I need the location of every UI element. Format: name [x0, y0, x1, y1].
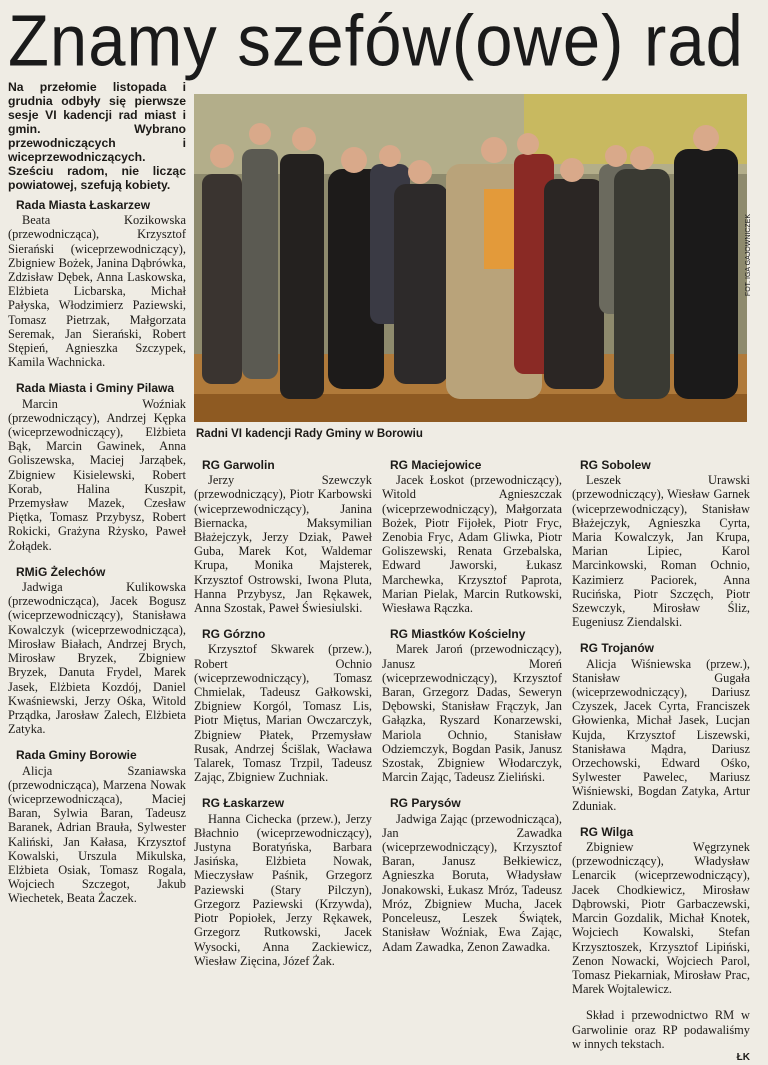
photo-caption: Radni VI kadencji Rady Gminy w Borowiu [196, 428, 423, 440]
section-title: RG Wilga [580, 824, 634, 839]
section-text: Beata Kozikowska (przewodnicząca), Krzysztof Sierański (wiceprzewodniczący), Zbigniew Bożek, Janina Dąbrówka, Zdzisław Dębek, Anna Laskowska, Elżbieta Licbarska, Michał Pałyska, Włodzimierz Paziewski, Tomasz Pietrzak, Małgorzata Seremak, Jan Sierański, Robert Stępień, Agnieszka Szczypek, Kamila Wachnicka. [8, 213, 186, 370]
section-title: RG Miastków Kościelny [390, 627, 526, 642]
section-text: Krzysztof Skwarek (przew.), Robert Ochnio (wiceprzewodniczący), Tomasz Chmielak, Tadeusz Gałkowski, Zbigniew Korgól, Tomasz Lis, Piotr Miętus, Marian Owczarczyk, Zbigniew Płatek, Przemysław Rusak, Andrzej Ścišlak, Wacława Talarek, Tomasz Trzpil, Tadeusz Zając, Zbigniew Zuchniak. [194, 642, 372, 785]
section-title: Rada Gminy Borowie [16, 748, 137, 763]
section-title: RMiG Żelechów [16, 564, 106, 579]
column-2 [194, 458, 372, 980]
group-photo-illustration [194, 94, 747, 422]
section-text: Jadwiga Zając (przewodnicząca), Jan Zawadka (wiceprzewodniczący), Krzysztof Baran, Janusz Bełkiewicz, Agnieszka Boruta, Władysław Jonakowski, Łukasz Mróz, Tadeusz Mróz, Zbigniew Mucha, Jacek Ponceleusz, Leszek Świątek, Stanisław Woźniak, Ewa Zając, Adam Zawadka, Zenon Zawadka. [382, 811, 562, 954]
lead-paragraph: Na przełomie listopada i grudnia odbyły się pierwsze sesje VI kadencji rad miast i gmin. Wybrano przewodniczących i wiceprzewodniczących. Sześciu radom, nie licząc powiatowej, szefują kobiety. [8, 80, 186, 192]
section-text: Hanna Cichecka (przew.), Jerzy Błachnio (wiceprzewodniczący), Justyna Boratyńska, Barbara Jasińska, Elżbieta Nowak, Mieczysław Paśnik, Grzegorz Paziewski (Stary Pilczyn), Grzegorz Paziewski (Krzywda), Piotr Popiołek, Jerzy Rękawek, Grzegorz Rutkowski, Jacek Wysocki, Anna Zackiewicz, Wiesław Zięcina, Józef Żak. [194, 811, 372, 968]
column-4 [572, 458, 750, 1065]
section-title: Rada Miasta Łaskarzew [16, 198, 151, 212]
section-text: Jacek Łoskot (przewodniczący), Witold Agnieszczak (wiceprzewodniczący), Małgorzata Bożek, Piotr Fijołek, Piotr Fryc, Zenobia Fryc, Adam Gliwka, Piotr Goliszewski, Renata Grzebalska, Edward Jaworski, Łukasz Marchewka, Krzysztof Paprota, Marian Pielak, Marcin Rutkowski, Wiesława Rączka. [382, 473, 562, 616]
section-title: RG Sobolew [580, 458, 651, 472]
section-text: Zbigniew Węgrzynek (przewodniczący), Władysław Lenarcik (wiceprzewodniczący), Jacek Chodkiewicz, Mirosław Dąbrowski, Piotr Garbaczewski, Marcin Gozdalik, Michał Knotek, Wojciech Kowalski, Stefan Krzysztoszek, Krzysztof Lipiński, Zenon Nowacki, Wojciech Parol, Tomasz Piekarniak, Mirosław Prac, Marek Wojtalewicz. [572, 840, 750, 997]
headline: Znamy szefów(owe) rad [8, 0, 744, 82]
column-3 [382, 458, 562, 966]
section-title: RG Trojanów [580, 641, 655, 656]
section-text: Marek Jaroń (przewodniczący), Janusz Moreń (wiceprzewodniczący), Krzysztof Baran, Grzegorz Dadas, Seweryn Dębowski, Stanisław Frączyk, Jan Gałązka, Ryszard Konarzewski, Mariola Ochnio, Stanisław Odziemczyk, Bogdan Pasik, Janusz Szostak, Zbigniew Włodarczyk, Marcin Zając, Tadeusz Zieliński. [382, 642, 562, 785]
section-text: Alicja Wiśniewska (przew.), Stanisław Gugała (wiceprzewodniczący), Dariusz Czyszek, Jacek Cyrta, Franciszek Głowienka, Michał Jasek, Lucjan Kujda, Krzysztof Liszewski, Stanisława Mądra, Dariusz Orzechowski, Edward Ośko, Sylwester Pawelec, Mariusz Wiśniewski, Bogdan Zatyka, Artur Zduniak. [572, 656, 750, 813]
section-text: Jadwiga Kulikowska (przewodnicząca), Jacek Bogusz (wiceprzewodniczący), Stanisława Kowalczyk (wiceprzewodnicząca), Mirosław Białach, Andrzej Brych, Mirosław Bryzek, Zbigniew Bryzek, Danuta Frydel, Marek Jasek, Elżbieta Kozdój, Daniel Kwaśniewski, Jerzy Ośka, Witold Prządka, Jarosław Zalech, Elżbieta Zatyka. [8, 580, 186, 737]
author-signature: ŁK [736, 1051, 750, 1063]
section-text: Jerzy Szewczyk (przewodniczący), Piotr Karbowski (wiceprzewodniczący), Janina Biernacka, Maksymilian Błażejczyk, Jerzy Dziak, Paweł Guba, Marek Kot, Waldemar Krupa, Monika Majsterek, Krzysztof Ostrowski, Iwona Pluta, Hanna Przybysz, Jan Rękawek, Anna Szostak, Paweł Świesiulski. [194, 473, 372, 616]
section-title: RG Górzno [202, 627, 266, 642]
section-title: RG Maciejowice [390, 458, 482, 472]
column-1 [8, 198, 186, 918]
section-title: RG Parysów [390, 796, 461, 811]
photo-credit: FOT. IGA GAJOWNICZEK [745, 214, 752, 297]
section-text: Marcin Woźniak (przewodniczący), Andrzej Kępka (wiceprzewodniczący), Elżbieta Bąk, Marcin Gawinek, Anna Goliszewska, Maciej Jarząbek, Zbigniew Kisielewski, Robert Korab, Halina Kuszpit, Przemysław Mazek, Czesław Piętka, Tomasz Przybysz, Robert Rokicki, Grażyna Rżysko, Paweł Żołądek. [8, 396, 186, 553]
section-title: RG Garwolin [202, 458, 275, 472]
group-photo [194, 94, 752, 422]
section-text: Leszek Urawski (przewodniczący), Wiesław Garnek (wiceprzewodniczący), Stanisław Błażejczyk, Agnieszka Cyrta, Maria Kowalczyk, Jan Krupa, Marian Lipiec, Karol Marcinkowski, Roman Ochnio, Kazimierz Paciorek, Anna Rucińska, Piotr Szczęch, Piotr Szewczyk, Mirosław Śliz, Eugeniusz Ziendalski. [572, 473, 750, 630]
section-title: RG Łaskarzew [202, 796, 285, 811]
closing-note: Skład i przewodnictwo RM w Garwolinie oraz RP podawaliśmy w innych tekstach. [572, 1008, 750, 1051]
section-title: Rada Miasta i Gminy Pilawa [16, 381, 175, 396]
section-text: Alicja Szaniawska (przewodnicząca), Marzena Nowak (wiceprzewodnicząca), Maciej Baran, Sylwia Baran, Tadeusz Baranek, Adrian Brauła, Sylwester Kaliński, Jan Kałasa, Krzysztof Kowalski, Urszula Mikulska, Elżbieta Osiak, Tomasz Rogala, Wojciech Szczegot, Jakub Wiechetek, Beata Żaczek. [8, 763, 186, 906]
